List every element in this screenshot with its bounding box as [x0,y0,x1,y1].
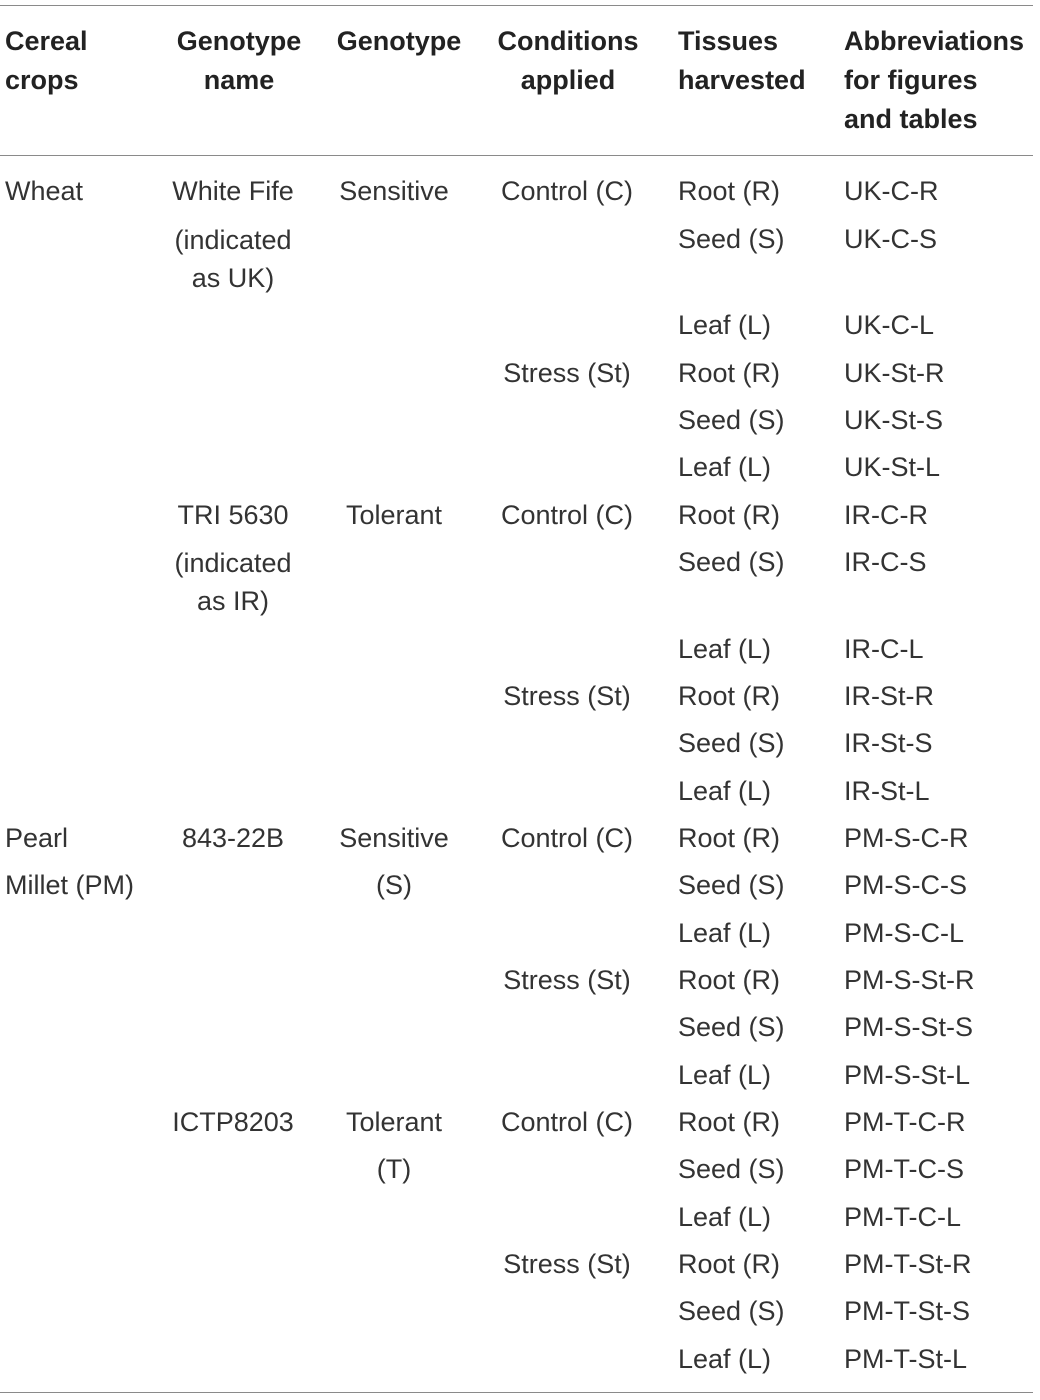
genotype-sensitive-code: (S) [376,870,412,900]
abbreviation: PM-S-St-R [844,965,975,995]
header-text: Cereal [5,26,88,56]
condition-stress: Stress (St) [503,358,631,388]
tissue-leaf: Leaf (L) [678,310,772,340]
abbreviation: UK-St-S [844,405,944,435]
genotype-name-indicated: (indicated [174,225,292,255]
tissue-leaf: Leaf (L) [678,452,772,482]
condition-stress: Stress (St) [503,681,631,711]
genotype-name-white-fife: White Fife [172,176,294,206]
table-top-rule [0,5,1033,6]
genotype-tolerant: Tolerant [345,500,443,530]
tissue-leaf: Leaf (L) [678,1060,772,1090]
crop-pearl-millet: Millet (PM) [5,870,134,900]
header-text: applied [520,65,616,95]
abbreviation: IR-C-S [844,547,927,577]
header-bottom-rule [0,155,1033,156]
header-text: Genotype [336,26,462,56]
crop-pearl: Pearl [5,823,69,853]
table-bottom-rule [0,1392,1033,1393]
abbreviation: PM-T-St-R [844,1249,972,1279]
header-text: name [203,65,275,95]
genotype-sensitive: Sensitive [339,823,449,853]
tissue-root: Root (R) [678,1249,781,1279]
abbreviation: IR-St-L [844,776,930,806]
header-text: Conditions [497,26,639,56]
tissue-seed: Seed (S) [678,1296,785,1326]
condition-stress: Stress (St) [503,965,631,995]
tissue-leaf: Leaf (L) [678,918,772,948]
abbreviation: PM-S-C-R [844,823,969,853]
tissue-root: Root (R) [678,965,781,995]
header-cereal-crops [5,22,88,100]
tissue-seed: Seed (S) [678,1154,785,1184]
header-tissues-harvested [678,22,806,100]
condition-control: Control (C) [500,176,634,206]
tissue-root: Root (R) [678,1107,781,1137]
abbreviation: PM-S-C-S [844,870,967,900]
abbreviation: UK-C-L [844,310,935,340]
genotype-name-as-uk: as UK) [191,263,275,293]
tissue-leaf: Leaf (L) [678,1202,772,1232]
abbreviation: PM-T-C-L [844,1202,961,1232]
abbreviation: UK-C-S [844,224,937,254]
genotype-name-indicated: (indicated [174,548,292,578]
condition-control: Control (C) [500,500,634,530]
header-abbreviations [844,22,1024,139]
genotype-name-ictp8203: ICTP8203 [172,1107,294,1137]
abbreviation: PM-T-St-S [844,1296,970,1326]
header-text: Abbreviations [844,26,1025,56]
header-text: for figures [844,65,978,95]
abbreviation: UK-St-R [844,358,945,388]
genotype-tolerant: Tolerant [345,1107,443,1137]
abbreviation: PM-T-C-S [844,1154,964,1184]
condition-control: Control (C) [500,823,634,853]
tissue-root: Root (R) [678,500,781,530]
header-conditions-applied [490,22,646,100]
tissue-seed: Seed (S) [678,224,785,254]
tissue-root: Root (R) [678,681,781,711]
tissue-root: Root (R) [678,358,781,388]
crop-wheat: Wheat [5,176,84,206]
genotype-name-as-ir: as IR) [196,586,269,616]
tissue-leaf: Leaf (L) [678,1344,772,1374]
genotype-sensitive: Sensitive [339,176,449,206]
abbreviation: IR-St-R [844,681,934,711]
genotype-name-tri5630: TRI 5630 [177,500,289,530]
abbreviation: UK-C-R [844,176,939,206]
condition-stress: Stress (St) [503,1249,631,1279]
condition-control: Control (C) [500,1107,634,1137]
header-genotype [330,22,468,61]
tissue-seed: Seed (S) [678,547,785,577]
header-text: and tables [844,104,978,134]
abbreviation: IR-C-L [844,634,924,664]
tissue-seed: Seed (S) [678,405,785,435]
abbreviation: PM-S-St-S [844,1012,974,1042]
abbreviation: PM-T-C-R [844,1107,966,1137]
abbreviation: PM-S-C-L [844,918,964,948]
abbreviation: PM-S-St-L [844,1060,971,1090]
abbreviation: IR-St-S [844,728,933,758]
tissue-leaf: Leaf (L) [678,776,772,806]
header-text: Genotype [176,26,302,56]
tissue-seed: Seed (S) [678,870,785,900]
header-text: Tissues [678,26,779,56]
genotype-tolerant-code: (T) [376,1154,412,1184]
tissue-seed: Seed (S) [678,728,785,758]
abbreviation: IR-C-R [844,500,928,530]
header-text: harvested [678,65,806,95]
tissue-seed: Seed (S) [678,1012,785,1042]
tissue-root: Root (R) [678,176,781,206]
tissue-root: Root (R) [678,823,781,853]
tissue-leaf: Leaf (L) [678,634,772,664]
header-text: crops [5,65,79,95]
header-genotype-name [170,22,308,100]
abbreviation: PM-T-St-L [844,1344,968,1374]
abbreviation: UK-St-L [844,452,941,482]
genotype-name-843-22b: 843-22B [181,823,285,853]
